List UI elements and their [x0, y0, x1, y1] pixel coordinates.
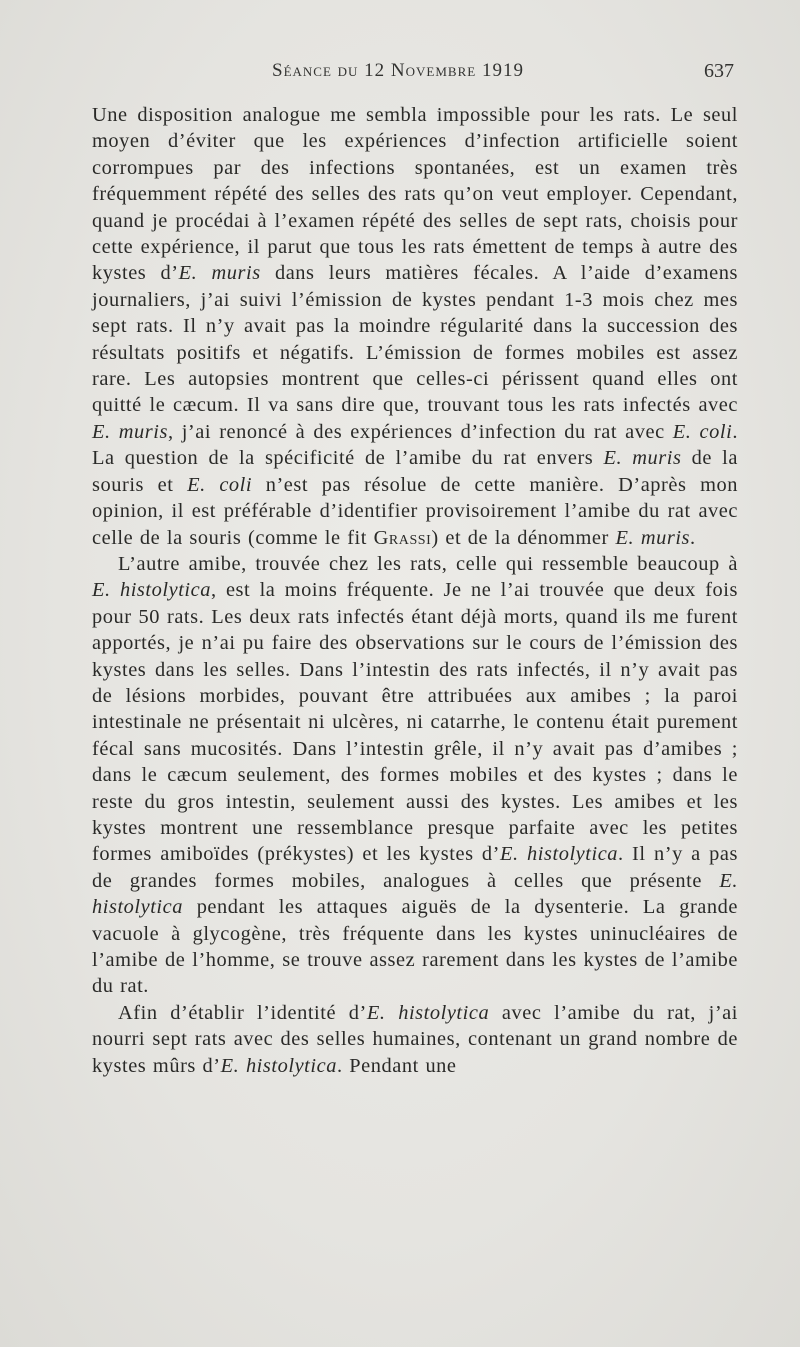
species-name: E. histolytica [92, 579, 211, 602]
text-run: n’est pas résolue de cette manière. D’après mon opinion, il est préférable d’identifier provisoirement l’amibe du rat avec celle de la souris (comme le fit [92, 473, 738, 549]
page-number: 637 [704, 60, 734, 82]
species-name: E. histolytica [92, 869, 738, 919]
running-head: Séance du 12 Novembre 1919 [272, 60, 524, 81]
species-name: E. histolytica [220, 1054, 337, 1077]
paragraph [92, 551, 738, 1000]
species-name: E. histolytica [366, 1001, 490, 1024]
species-name: E. muris [603, 447, 682, 470]
species-name: E. coli [672, 420, 733, 443]
text-run: , j’ai renoncé à des expériences d’infection du rat avec [167, 420, 673, 443]
species-name: E. muris [178, 262, 261, 285]
species-name: E. muris [615, 526, 691, 549]
text-run: avec l’amibe du rat, j’ai nourri sept rats avec des selles humaines, contenant un grand nombre de kystes mûrs d’ [92, 1001, 738, 1077]
species-name: E. histolytica [500, 843, 619, 866]
paragraph [92, 102, 738, 551]
author-name: Grassi [373, 526, 432, 549]
text-run: Afin d’établir l’identité d’ [118, 1001, 367, 1024]
text-run: . La question de la spécificité de l’amibe du rat envers [92, 420, 738, 470]
text-run: pendant les attaques aiguës de la dysenterie. La grande vacuole à glycogène, très fréquente dans les kystes uninucléaires de l’amibe de l’homme, se trouve assez rarement dans les kystes de l’amibe du rat. [92, 896, 738, 998]
text-run: de la souris et [92, 447, 738, 496]
body-text [92, 102, 738, 1079]
text-run: dans leurs matières fécales. A l’aide d’examens journaliers, j’ai suivi l’émission de kystes pendant 1-3 mois chez mes sept rats. Il n’y avait pas la moindre régularité dans la succession des résultats positifs et négatifs. L’émission de formes mobiles est assez rare. Les autopsies montrent que celles-ci périssent quand elles ont quitté le cæcum. Il va sans dire que, trouvant tous les rats infectés avec [92, 262, 738, 417]
text-run: ) et de la dénommer [431, 526, 616, 549]
text-run: . Il n’y a pas de grandes formes mobiles, analogues à celles que présente [92, 843, 738, 892]
text-run: , est la moins fréquente. Je ne l’ai trouvée que deux fois pour 50 rats. Les deux rats infectés étant déjà morts, quand ils me furent apportés, je n’ai pu faire des observations sur le cours de l’émission des kystes dans les selles. Dans l’intestin des rats infectés, il n’y avait pas de lésions morbides, pouvant être attribuées aux amibes ; la paroi intestinale ne présentait ni ulcères, ni catarrhe, le contenu était purement fécal sans mucosités. Dans l’intestin grêle, il n’y avait pas d’amibes ; dans le cæcum seulement, des formes mobiles et des kystes ; dans le reste du gros intestin, seulement aussi des kystes. Les amibes et les kystes montrent une ressemblance presque parfaite avec les petites formes amiboïdes (prékystes) et les kystes d’ [92, 579, 738, 866]
text-run: . Pendant une [336, 1054, 457, 1077]
page-header [92, 60, 738, 90]
text-run: . [690, 526, 696, 549]
species-name: E. coli [187, 473, 253, 496]
paragraph [92, 1000, 738, 1079]
text-run: Une disposition analogue me sembla impossible pour les rats. Le seul moyen d’éviter que les expériences d’infection artificielle soient corrompues par des infections spontanées, est un examen très fréquemment répété des selles des rats qu’on veut employer. Cependant, quand je procédai à l’examen répété des selles de sept rats, choisis pour cette expérience, il parut que tous les rats émettent de temps à autre des kystes d’ [92, 104, 738, 285]
species-name: E. muris [92, 420, 168, 443]
text-run: L’autre amibe, trouvée chez les rats, celle qui ressemble beaucoup à [118, 552, 738, 575]
